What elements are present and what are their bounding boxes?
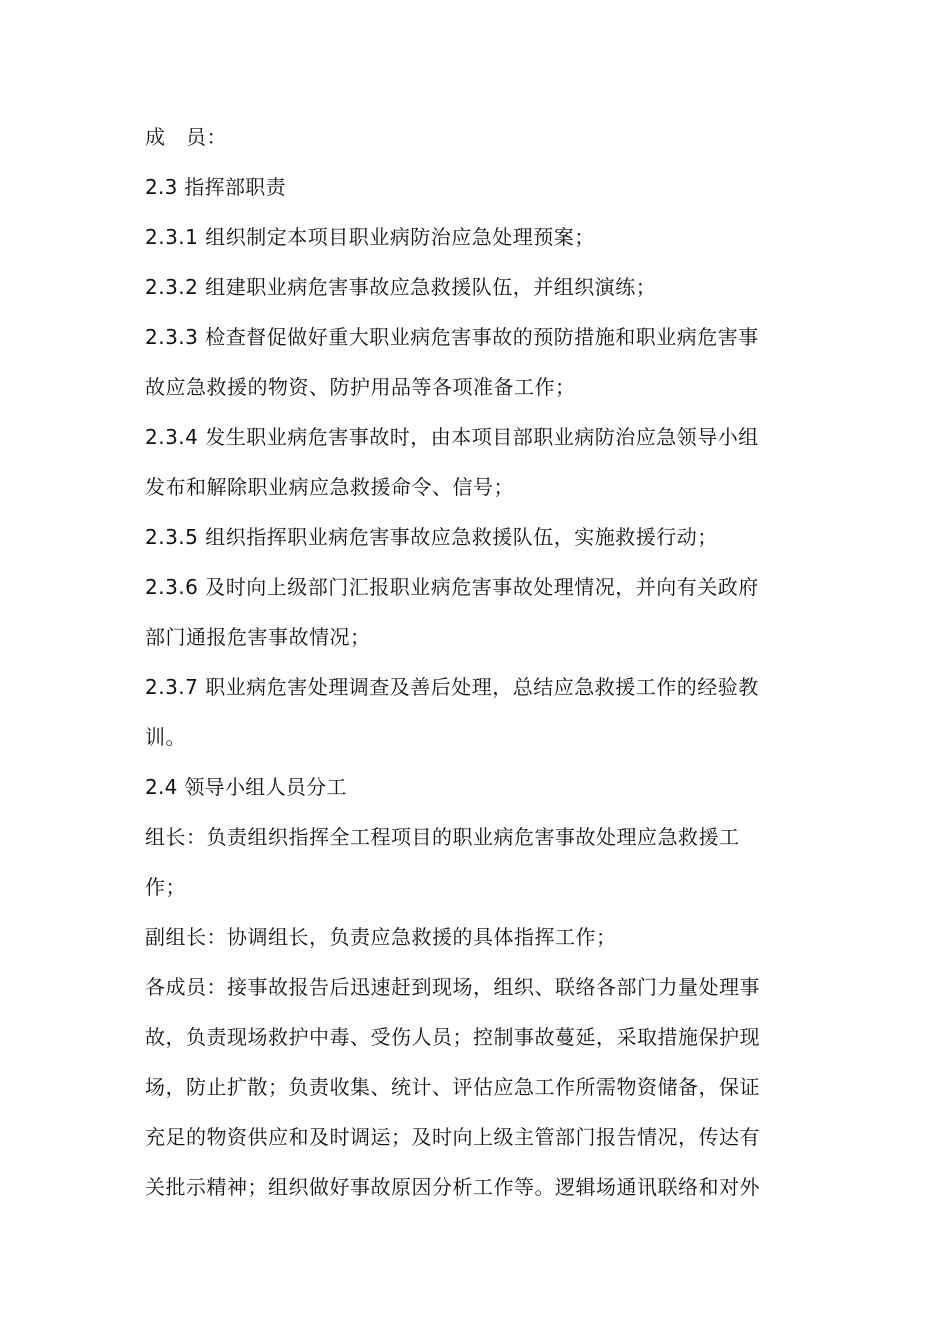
paragraph-line: 故应急救援的物资、防护用品等各项准备工作；	[145, 375, 576, 399]
paragraph-line: 副组长：协调组长，负责应急救援的具体指挥工作；	[145, 925, 617, 949]
paragraph-line: 发布和解除职业病应急救援命令、信号；	[145, 475, 514, 499]
paragraph-line: 2.3.6 及时向上级部门汇报职业病危害事故处理情况，并向有关政府	[145, 575, 759, 599]
section-heading-2-3: 2.3 指挥部职责	[145, 175, 286, 199]
paragraph-line: 训。	[145, 725, 186, 749]
paragraph-line: 各成员：接事故报告后迅速赶到现场，组织、联络各部门力量处理事	[145, 975, 760, 999]
paragraph-line: 2.3.4 发生职业病危害事故时，由本项目部职业病防治应急领导小组	[145, 425, 759, 449]
paragraph-line: 2.3.1 组织制定本项目职业病防治应急处理预案；	[145, 225, 595, 249]
paragraph-line: 关批示精神；组织做好事故原因分析工作等。逻辑场通讯联络和对外	[145, 1175, 760, 1199]
paragraph-line: 2.3.2 组建职业病危害事故应急救援队伍，并组织演练；	[145, 275, 657, 299]
document-body	[145, 112, 810, 1212]
paragraph-line: 场，防止扩散；负责收集、统计、评估应急工作所需物资储备，保证	[145, 1075, 760, 1099]
paragraph-line: 作；	[145, 875, 186, 899]
paragraph-line: 组长：负责组织指挥全工程项目的职业病危害事故处理应急救援工	[145, 825, 740, 849]
paragraph-line: 2.3.3 检查督促做好重大职业病危害事故的预防措施和职业病危害事	[145, 325, 759, 349]
members-label: 成 员：	[145, 125, 227, 149]
paragraph-line: 充足的物资供应和及时调运；及时向上级主管部门报告情况，传达有	[145, 1125, 760, 1149]
section-heading-2-4: 2.4 领导小组人员分工	[145, 775, 347, 799]
paragraph-line: 部门通报危害事故情况；	[145, 625, 371, 649]
paragraph-line: 2.3.7 职业病危害处理调查及善后处理，总结应急救援工作的经验教	[145, 675, 759, 699]
paragraph-line: 2.3.5 组织指挥职业病危害事故应急救援队伍，实施救援行动；	[145, 525, 718, 549]
paragraph-line: 故，负责现场救护中毒、受伤人员；控制事故蔓延，采取措施保护现	[145, 1025, 760, 1049]
